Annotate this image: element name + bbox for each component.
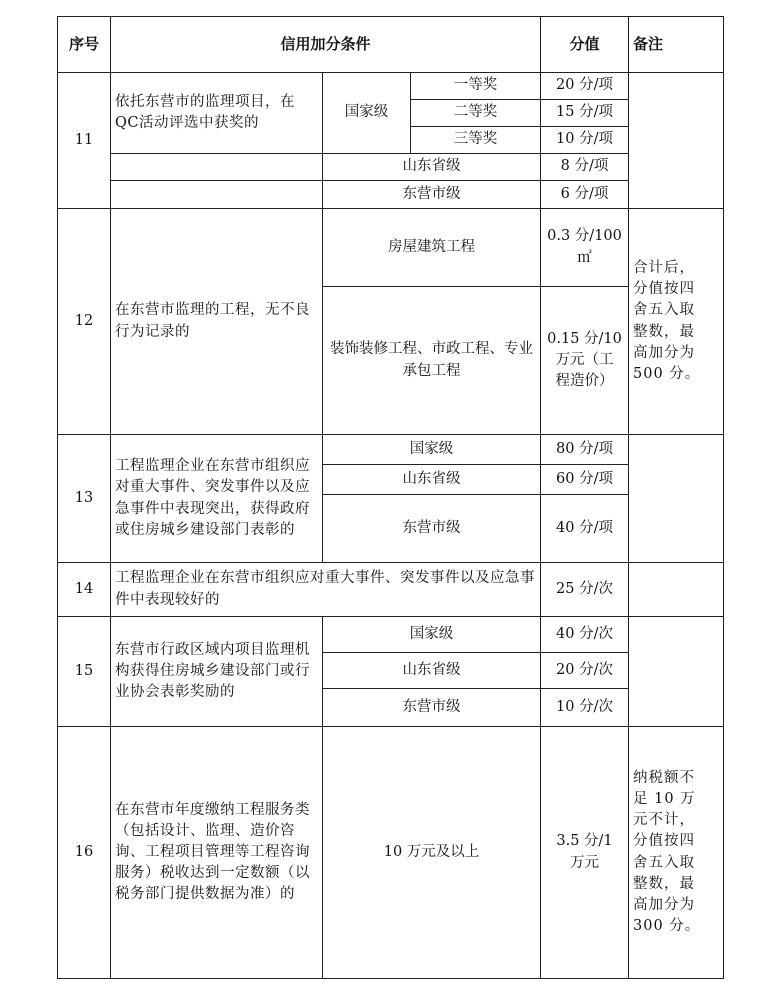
category-cell: 10 万元及以上: [323, 727, 541, 979]
seq-cell: 16: [58, 727, 111, 979]
score-cell: 10 分/项: [541, 127, 629, 154]
note-cell: 合计后， 分值按四 舍五入取 整数，最 高加分为 500 分。: [629, 209, 724, 435]
score-cell: 3.5 分/1 万元: [541, 727, 629, 979]
level-cell: 东营市级: [323, 181, 541, 209]
note-cell: 纳税额不 足 10 万 元不计， 分值按四 舍五入取 整数，最 高加分为 300 分。: [629, 727, 724, 979]
level-cell: 山东省级: [323, 154, 541, 181]
score-cell: 20 分/次: [541, 653, 629, 689]
header-note: 备注: [629, 17, 724, 73]
seq-cell: 12: [58, 209, 111, 435]
score-cell: 25 分/次: [541, 563, 629, 617]
award-cell: 二等奖: [411, 100, 541, 127]
score-cell: 0.15 分/10 万元（工 程造价）: [541, 287, 629, 435]
table-row: [58, 617, 724, 653]
empty-cell: [111, 154, 323, 181]
note-cell: [629, 435, 724, 563]
score-cell: 60 分/项: [541, 465, 629, 495]
category-cell: 装饰装修工程、市政工程、专业承包工程: [323, 287, 541, 435]
table-row: [58, 181, 724, 209]
seq-cell: 11: [58, 73, 111, 209]
condition-desc: 工程监理企业在东营市组织应对重大事件、突发事件以及应急事件中表现突出，获得政府或住房城乡建设部门表彰的: [111, 435, 323, 563]
header-score: 分值: [541, 17, 629, 73]
seq-cell: 14: [58, 563, 111, 617]
note-cell: [629, 617, 724, 727]
score-cell: 15 分/项: [541, 100, 629, 127]
table-row: [58, 435, 724, 465]
category-cell: 房屋建筑工程: [323, 209, 541, 287]
condition-desc: 在东营市监理的工程，无不良行为记录的: [111, 209, 323, 435]
note-cell: [629, 73, 724, 209]
level-cell: 国家级: [323, 73, 411, 154]
condition-desc: 东营市行政区域内项目监理机构获得住房城乡建设部门或行业协会表彰奖励的: [111, 617, 323, 727]
score-cell: 6 分/项: [541, 181, 629, 209]
score-cell: 80 分/项: [541, 435, 629, 465]
header-seq: 序号: [58, 17, 111, 73]
score-cell: 20 分/项: [541, 73, 629, 100]
level-cell: 东营市级: [323, 495, 541, 563]
level-cell: 山东省级: [323, 465, 541, 495]
award-cell: 一等奖: [411, 73, 541, 100]
level-cell: 国家级: [323, 435, 541, 465]
table-row: [58, 209, 724, 287]
level-cell: 国家级: [323, 617, 541, 653]
seq-cell: 15: [58, 617, 111, 727]
score-cell: 8 分/项: [541, 154, 629, 181]
table-row: [58, 563, 724, 617]
empty-cell: [111, 181, 323, 209]
table-row: [58, 727, 724, 979]
score-cell: 40 分/项: [541, 495, 629, 563]
score-cell: 0.3 分/100 ㎡: [541, 209, 629, 287]
condition-desc: 依托东营市的监理项目，在QC活动评选中获奖的: [111, 73, 323, 154]
table-row: [58, 73, 724, 100]
header-condition: 信用加分条件: [111, 17, 541, 73]
score-cell: 10 分/次: [541, 689, 629, 727]
credit-score-table: [57, 16, 724, 979]
award-cell: 三等奖: [411, 127, 541, 154]
table-row: [58, 154, 724, 181]
condition-desc: 在东营市年度缴纳工程服务类（包括设计、监理、造价咨询、工程项目管理等工程咨询服务）税收达到一定数额（以税务部门提供数据为准）的: [111, 727, 323, 979]
note-cell: [629, 563, 724, 617]
score-cell: 40 分/次: [541, 617, 629, 653]
header-row: [58, 17, 724, 73]
level-cell: 东营市级: [323, 689, 541, 727]
level-cell: 山东省级: [323, 653, 541, 689]
condition-desc: 工程监理企业在东营市组织应对重大事件、突发事件以及应急事件中表现较好的: [111, 563, 541, 617]
seq-cell: 13: [58, 435, 111, 563]
